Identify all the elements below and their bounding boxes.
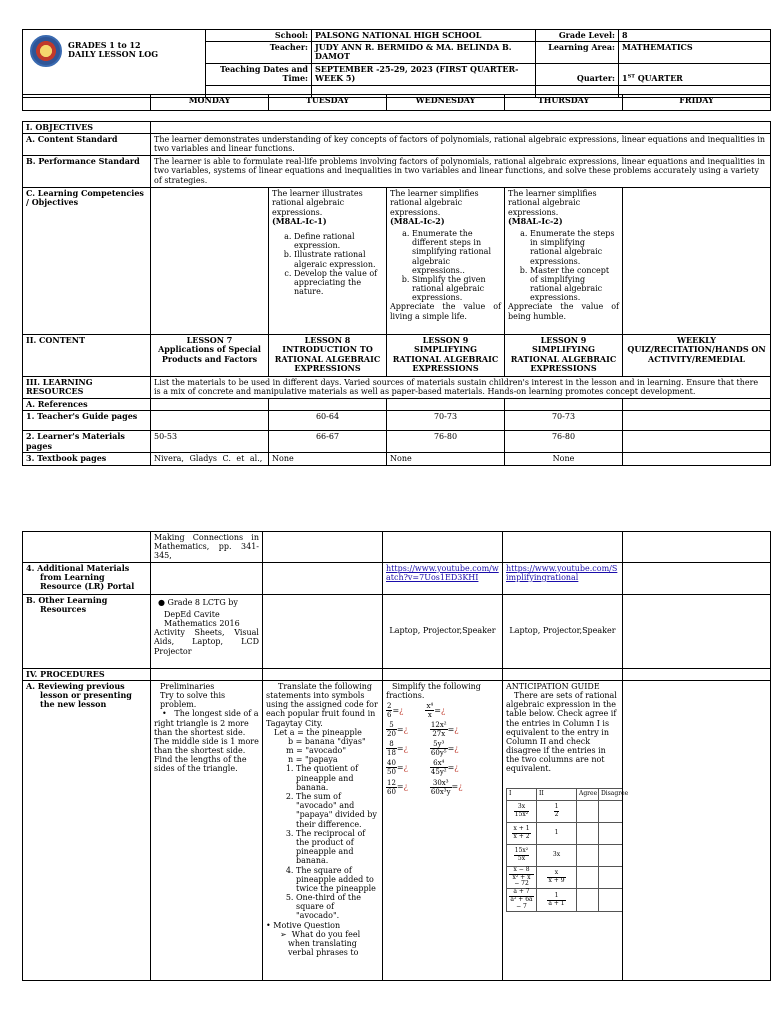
- guide-check-cell[interactable]: [577, 822, 599, 844]
- grade-value: 8: [619, 30, 771, 42]
- performance-standard-text: The learner is able to formulate real-life problems involving factors of polynomials, rational algebraic expressions, linear equations and inequalities in two variables, systems of linear equations and inequalities in two variables and linear functions, and solve these problems accurately using a variety of strategies.: [151, 156, 771, 188]
- guide-cell: 3x: [537, 844, 577, 866]
- youtube-link-thursday[interactable]: https://www.youtube.com/Simplifyingrational: [506, 563, 618, 582]
- equals-mark: =¿: [447, 724, 459, 734]
- fraction-row: [386, 759, 499, 776]
- list-item: c. Develop the value of appreciating the nature.: [294, 269, 383, 297]
- list-item: b. Simplify the given rational algebraic expressions.: [412, 275, 501, 303]
- header-table: [22, 29, 771, 98]
- list-item: a. Enumerate the different steps in simplifying rational algebraic expressions..: [412, 229, 501, 275]
- guide-check-cell[interactable]: [577, 800, 599, 822]
- list-item: b. Illustrate rational algeraic expression.: [294, 250, 383, 268]
- fraction-row: [386, 721, 499, 738]
- fraction-right: $\frac{\text{5y³}}{\text{60y⁵}}$: [430, 740, 447, 758]
- guide-cell: 1: [537, 822, 577, 844]
- competency-wednesday-code: (M8AL-Ic-2): [390, 215, 445, 226]
- tg-tuesday: 60-64: [269, 411, 387, 431]
- fraction-right: $\frac{\text{x⁴}}{x}$: [426, 702, 434, 720]
- day-thursday: THURSDAY: [505, 95, 623, 111]
- quarter-value: 1ST QUARTER: [619, 63, 771, 85]
- procedure-monday-problem: • The longest side of a right triangle is 2 more than the shortest side. The middle side is 1 more than the shortest side. Find the lengths of the sides of the triangle.: [154, 709, 259, 774]
- school-label: School:: [206, 30, 312, 42]
- dates-label-line1: Teaching Dates and: [219, 63, 308, 74]
- content-thursday: [505, 335, 623, 377]
- competency-tuesday-code: (M8AL-Ic-1): [272, 215, 327, 226]
- equals-mark: =¿: [396, 743, 408, 753]
- content-thursday-title: SIMPLIFYING RATIONAL ALGEBRAIC EXPRESSIONS: [510, 344, 617, 373]
- list-item: 3. The reciprocal of the product of pineapple and banana.: [296, 829, 379, 866]
- procedure-tuesday-motive: • Motive Question: [266, 920, 341, 930]
- guide-cell: $\frac{x - 8}{\text{x² + x − 72}}$: [507, 866, 537, 889]
- fraction-right: $\frac{\text{30x³}}{\text{60x³y}}$: [430, 778, 451, 796]
- lm-monday: 50-53: [151, 431, 269, 453]
- list-item: a. Enumerate the steps in simplifying rational algebraic expressions.: [530, 229, 619, 266]
- procedure-a-monday: [151, 680, 263, 980]
- tb-monday: Nivera, Gladys C. et al.,: [151, 453, 269, 465]
- guide-cell: $\frac{a + 7}{\text{a² + 6a − 7}}$: [507, 889, 537, 912]
- content-tuesday: [269, 335, 387, 377]
- guide-cell: $\frac{x}{x + 9}$: [537, 866, 577, 889]
- lesson-log-table-page1: [22, 121, 771, 466]
- list-item: b. Master the concept of simplifying rational algebraic expressions.: [530, 266, 619, 303]
- table-row: [507, 866, 623, 889]
- content-wednesday-lesson: LESSON 9: [422, 335, 469, 346]
- other-monday-text: Activity Sheets, Visual Aids, Laptop, LCD Projector: [154, 628, 259, 656]
- lm-tuesday: 66-67: [269, 431, 387, 453]
- content-wednesday: [387, 335, 505, 377]
- competency-friday: [623, 188, 771, 335]
- list-item: 2. The sum of "avocado" and "papaya" divided by their difference.: [296, 792, 379, 829]
- procedure-tuesday-let-b: b = banana "diyas": [288, 736, 366, 746]
- guide-check-cell[interactable]: [599, 866, 623, 889]
- guide-cell: $\frac{1}{2}$: [537, 800, 577, 822]
- guide-check-cell[interactable]: [577, 889, 599, 912]
- competency-thursday: [505, 188, 623, 335]
- fraction-row: [386, 779, 499, 796]
- tb-thursday: None: [505, 453, 623, 465]
- dates-value: SEPTEMBER -25-29, 2023 (FIRST QUARTER-WEEK 5): [312, 63, 536, 85]
- procedure-monday-title: Preliminaries: [160, 681, 215, 691]
- guide-check-cell[interactable]: [599, 800, 623, 822]
- additional-materials-label: 4. Additional Materials from Learning Resource (LR) Portal: [23, 562, 151, 594]
- guide-cell: $\frac{\text{15x²}}{5x}$: [507, 844, 537, 866]
- objectives-heading: I. OBJECTIVES: [23, 122, 151, 134]
- fraction-left: $\frac{8}{18}$: [387, 740, 396, 758]
- learners-materials-label: 2. Learner's Materials pages: [23, 431, 151, 453]
- other-monday-line2: DepEd Cavite Mathematics 2016: [164, 609, 240, 628]
- tb-monday-continued: Making Connections in Mathematics, pp. 341-345,: [151, 532, 263, 563]
- resources-text: List the materials to be used in different days. Varied sources of materials sustain children's interest in the lesson and in learning. Ensure that there is a mix of concrete and manipulative materials as well as paper-based materials. Hands-on learning promotes concept development.: [151, 377, 771, 399]
- table-row: [507, 800, 623, 822]
- equals-mark: =¿: [447, 762, 459, 772]
- other-resources-label: B. Other Learning Resources: [23, 594, 151, 668]
- school-value: PALSONG NATIONAL HIGH SCHOOL: [312, 30, 536, 42]
- deped-seal-icon: [30, 35, 62, 67]
- header-title-cell: [23, 30, 206, 86]
- fraction-row: [386, 702, 499, 719]
- teacher-label: Teacher:: [206, 42, 312, 63]
- lm-thursday: 76-80: [505, 431, 623, 453]
- procedure-tuesday-intro: Translate the following statements into symbols using the assigned code for each popular fruit found in Tagaytay City.: [266, 681, 378, 728]
- guide-header-agree: Agree: [577, 788, 599, 800]
- procedure-a-wednesday: [383, 680, 503, 980]
- lesson-log-table-page2: [22, 531, 771, 981]
- procedure-tuesday-motive-question: ➢ What do you feel when translating verbal phrases to: [280, 929, 361, 958]
- list-item: 5. One-third of the square of "avocado".: [296, 893, 379, 921]
- content-tuesday-title: INTRODUCTION TO RATIONAL ALGEBRAIC EXPRESSIONS: [274, 344, 381, 373]
- resources-heading: III. LEARNING RESOURCES: [23, 377, 151, 399]
- equals-mark: =¿: [392, 705, 404, 715]
- competency-wednesday-intro: The learner simplifies rational algebraic expressions.: [390, 189, 479, 217]
- procedure-tuesday-let-m: m = "avocado": [286, 746, 347, 756]
- youtube-link-wednesday[interactable]: https://www.youtube.com/watch?v=7Uos1ED3KHI: [386, 563, 499, 582]
- tg-thursday: 70-73: [505, 411, 623, 431]
- tb-wednesday: None: [387, 453, 505, 465]
- procedure-a-friday: [623, 680, 771, 980]
- procedure-wednesday-intro: Simplify the following fractions.: [386, 681, 481, 700]
- anticipation-guide-table: [506, 788, 629, 912]
- other-thursday: Laptop, Projector,Speaker: [503, 594, 623, 668]
- fraction-right: $\frac{\text{12x²}}{27x}$: [430, 721, 447, 739]
- procedure-tuesday-let-n: n = "papaya: [288, 755, 338, 765]
- guide-header-col2: II: [537, 788, 577, 800]
- anticipation-guide-title: ANTICIPATION GUIDE: [506, 681, 600, 691]
- procedure-tuesday-let-a: Let a = the pineapple: [274, 727, 362, 737]
- equals-mark: =¿: [447, 743, 459, 753]
- content-monday-title: Applications of Special Products and Factors: [158, 344, 261, 364]
- content-monday-lesson: LESSON 7: [186, 335, 233, 346]
- list-item: 1. The quotient of pineapple and banana.: [296, 764, 379, 792]
- textbook-label: 3. Textbook pages: [23, 453, 151, 465]
- procedure-a-tuesday: [263, 680, 383, 980]
- table-row: [507, 844, 623, 866]
- other-monday: [151, 594, 263, 668]
- competency-tuesday-intro: The learner illustrates rational algebraic expressions.: [272, 189, 363, 217]
- day-wednesday: WEDNESDAY: [387, 95, 505, 111]
- content-thursday-lesson: LESSON 9: [540, 335, 587, 346]
- competency-monday: [151, 188, 269, 335]
- guide-check-cell[interactable]: [577, 866, 599, 889]
- tg-monday: [151, 411, 269, 431]
- guide-check-cell[interactable]: [599, 889, 623, 912]
- tg-wednesday: 70-73: [387, 411, 505, 431]
- content-wednesday-title: SIMPLIFYING RATIONAL ALGEBRAIC EXPRESSIONS: [392, 344, 499, 373]
- fraction-list: [386, 702, 499, 795]
- competency-tuesday: [269, 188, 387, 335]
- fraction-left: $\frac{40}{50}$: [387, 759, 396, 777]
- competency-thursday-value: Appreciate the value of being humble.: [508, 302, 619, 321]
- fraction-left: $\frac{5}{20}$: [387, 721, 396, 739]
- competency-wednesday: [387, 188, 505, 335]
- fraction-right: $\frac{\text{6x⁴}}{\text{45y²}}$: [430, 759, 447, 777]
- day-tuesday: TUESDAY: [269, 95, 387, 111]
- competency-thursday-code: (M8AL-Ic-2): [508, 215, 563, 226]
- list-item: 4. The square of pineapple added to twice the pineapple: [296, 866, 379, 894]
- equals-mark: =¿: [396, 782, 408, 792]
- grade-label: Grade Level:: [536, 30, 619, 42]
- other-wednesday: Laptop, Projector,Speaker: [383, 594, 503, 668]
- tb-friday: [623, 453, 771, 465]
- list-item: a. Define rational expression.: [294, 232, 383, 250]
- fraction-left: $\frac{12}{60}$: [387, 778, 396, 796]
- teachers-guide-label: 1. Teacher's Guide pages: [23, 411, 151, 431]
- tg-friday: [623, 411, 771, 431]
- table-row: [507, 889, 623, 912]
- content-monday: [151, 335, 269, 377]
- guide-cell: $\frac{3x}{\text{15x²}}$: [507, 800, 537, 822]
- teacher-value: JUDY ANN R. BERMIDO & MA. BELINDA B. DAMOT: [312, 42, 536, 63]
- procedures-heading: IV. PROCEDURES: [23, 668, 151, 680]
- additional-wednesday: [383, 562, 503, 594]
- competency-thursday-intro: The learner simplifies rational algebraic expressions.: [508, 189, 597, 217]
- content-heading: II. CONTENT: [23, 335, 151, 377]
- competency-label: C. Learning Competencies / Objectives: [23, 188, 151, 335]
- dates-label: [206, 63, 312, 85]
- performance-standard-label: B. Performance Standard: [23, 156, 151, 188]
- fraction-left: $\frac{2}{6}$: [387, 702, 392, 720]
- procedure-monday-intro: Try to solve this problem.: [160, 690, 226, 710]
- anticipation-guide-text: There are sets of rational algebraic expression in the table below. Check agree if the entries in Column I is equivalent to the entry in Column II and check disagree if the entries in the two columns are not equivalent.: [506, 690, 617, 774]
- guide-cell: $\frac{x + 1}{x + 2}$: [507, 822, 537, 844]
- table-row: [507, 822, 623, 844]
- additional-thursday: [503, 562, 623, 594]
- guide-check-cell[interactable]: [599, 844, 623, 866]
- header-title-line2: DAILY LESSON LOG: [68, 49, 159, 60]
- equals-mark: =¿: [451, 782, 463, 792]
- content-standard-text: The learner demonstrates understanding of key concepts of factors of polynomials, rational algebraic expressions, linear equations and inequalities in two variables and linear functions.: [151, 134, 771, 156]
- day-friday: FRIDAY: [623, 95, 771, 111]
- equals-mark: =¿: [434, 705, 446, 715]
- procedure-a-thursday: [503, 680, 629, 980]
- quarter-label: Quarter:: [536, 63, 619, 85]
- lm-wednesday: 76-80: [387, 431, 505, 453]
- lm-friday: [623, 431, 771, 453]
- dates-label-line2: Time:: [282, 72, 308, 83]
- content-standard-label: A. Content Standard: [23, 134, 151, 156]
- area-label: Learning Area:: [536, 42, 619, 63]
- guide-check-cell[interactable]: [599, 822, 623, 844]
- area-value: MATHEMATICS: [619, 42, 771, 63]
- tb-tuesday: None: [269, 453, 387, 465]
- guide-cell: $\frac{1}{a + 1}$: [537, 889, 577, 912]
- guide-header-col1: I: [507, 788, 537, 800]
- guide-header-disagree: Disagree: [599, 788, 623, 800]
- guide-check-cell[interactable]: [577, 844, 599, 866]
- procedure-a-label: A. Reviewing previous lesson or presenting the new lesson: [23, 680, 151, 980]
- header-title-line1: GRADES 1 to 12: [68, 40, 141, 50]
- content-friday: WEEKLY QUIZ/RECITATION/HANDS ON ACTIVITY/REMEDIAL: [623, 335, 771, 377]
- day-monday: MONDAY: [151, 95, 269, 111]
- equals-mark: =¿: [396, 724, 408, 734]
- competency-wednesday-value: Appreciate the value of living a simple life.: [390, 302, 501, 321]
- references-label: A. References: [23, 399, 151, 411]
- days-header: [22, 94, 771, 111]
- fraction-row: [386, 740, 499, 757]
- equals-mark: =¿: [396, 762, 408, 772]
- content-tuesday-lesson: LESSON 8: [304, 335, 351, 346]
- other-monday-line1: ● Grade 8 LCTG by: [158, 597, 238, 607]
